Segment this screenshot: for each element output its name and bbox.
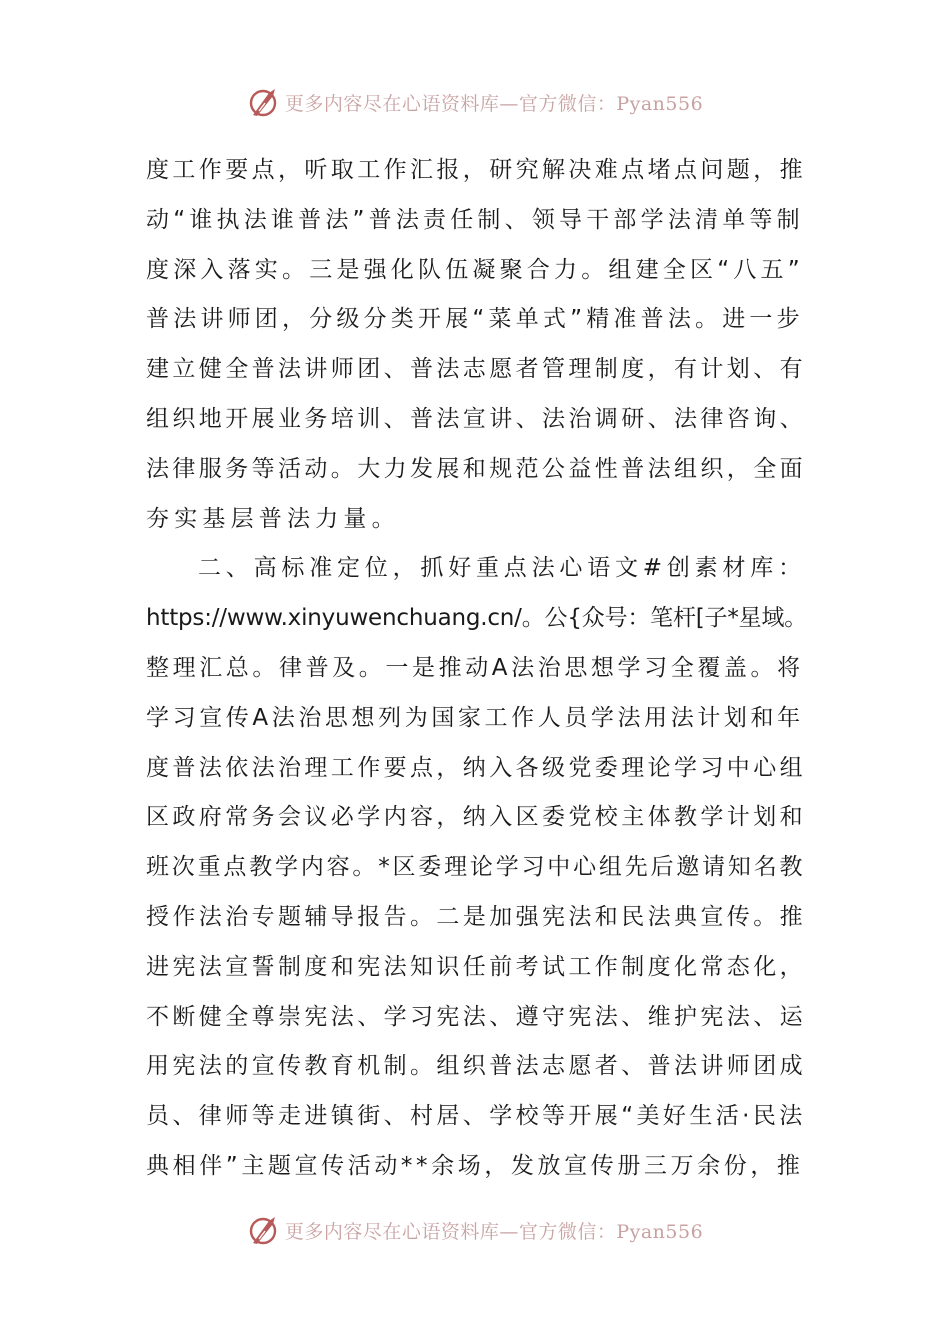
footer-watermark — [0, 1208, 950, 1252]
text-line: 区政府常务会议必学内容，纳入区委党校主体教学计划和 — [146, 804, 806, 831]
pen-nib-icon — [247, 85, 281, 119]
text-line: 班次重点教学内容。*区委理论学习中心组先后邀请知名教 — [146, 854, 806, 881]
text-line: 动“谁执法谁普法”普法责任制、领导干部学法清单等制 — [146, 206, 804, 233]
text-line: 整理汇总。律普及。一是推动A法治思想学习全覆盖。将 — [146, 654, 804, 681]
watermark-text: 更多内容尽在心语资料库—官方微信：Pyan556 — [284, 92, 704, 115]
text-line: 典相伴”主题宣传活动**余场，发放宣传册三万余份，推 — [146, 1152, 804, 1179]
text-line: 度深入落实。三是强化队伍凝聚合力。组建全区“八五” — [146, 256, 804, 283]
text-line: 组织地开展业务培训、普法宣讲、法治调研、法律咨询、 — [146, 405, 806, 432]
text-line: 度普法依法治理工作要点，纳入各级党委理论学习中心组 — [146, 754, 806, 781]
header-watermark — [0, 80, 950, 124]
text-line: 法律服务等活动。大力发展和规范公益性普法组织，全面 — [146, 455, 806, 482]
text-line: 用宪法的宣传教育机制。组织普法志愿者、普法讲师团成 — [146, 1053, 806, 1080]
text-line: 学习宣传A法治思想列为国家工作人员学法用法计划和年 — [146, 704, 804, 731]
text-line: 普法讲师团，分级分类开展“菜单式”精准普法。进一步 — [146, 306, 804, 333]
text-line: 授作法治专题辅导报告。二是加强宪法和民法典宣传。推 — [146, 903, 806, 930]
pen-nib-icon — [247, 1213, 281, 1247]
text-line: 进宪法宣誓制度和宪法知识任前考试工作制度化常态化， — [146, 953, 806, 980]
text-line: 员、律师等走进镇街、村居、学校等开展“美好生活·民法 — [146, 1103, 806, 1130]
section-heading-line: 二、高标准定位，抓好重点法心语文#创素材库： — [198, 555, 806, 582]
text-line: https://www.xinyuwenchuang.cn/。公{众号：笔杆[子*星域。 — [146, 605, 808, 632]
text-line: 不断健全尊崇宪法、学习宪法、遵守宪法、维护宪法、运 — [146, 1003, 806, 1030]
text-line: 建立健全普法讲师团、普法志愿者管理制度，有计划、有 — [146, 356, 806, 383]
text-line: 度工作要点，听取工作汇报，研究解决难点堵点问题，推 — [146, 157, 806, 183]
document-body — [146, 146, 806, 1192]
text-line: 夯实基层普法力量。 — [146, 505, 400, 532]
watermark-text: 更多内容尽在心语资料库—官方微信：Pyan556 — [284, 1220, 704, 1243]
